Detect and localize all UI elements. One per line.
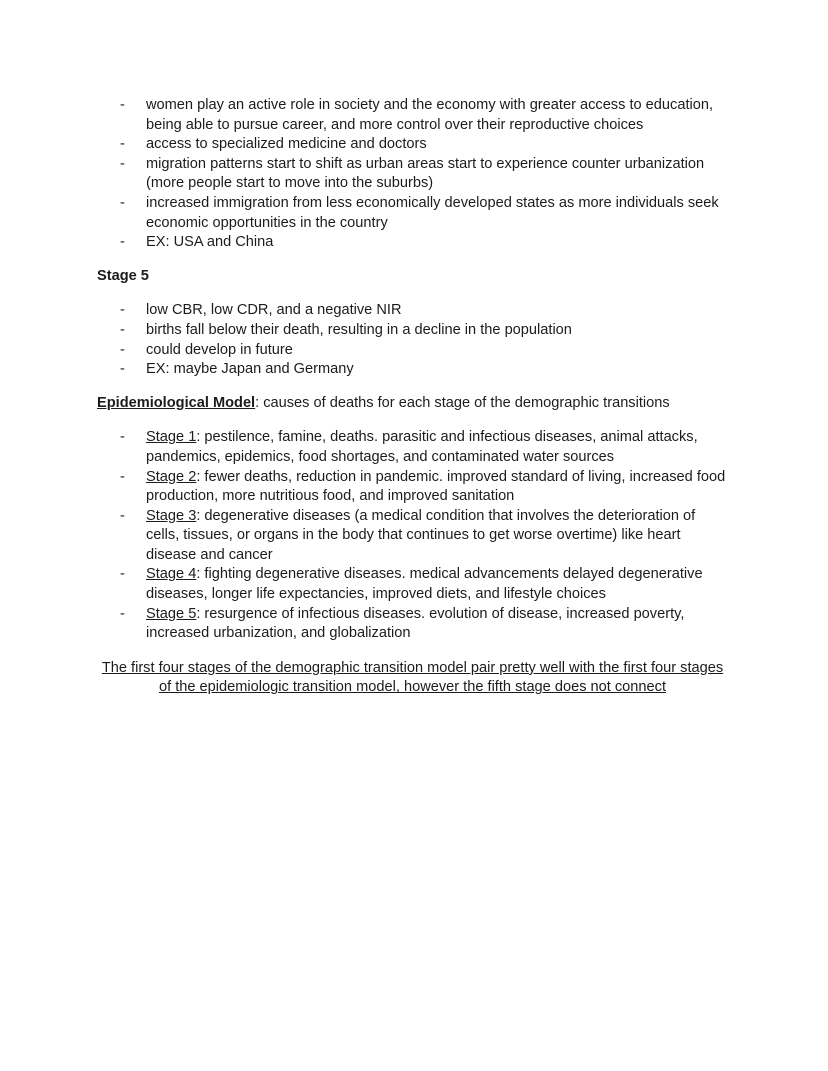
list-item-text: births fall below their death, resulting in a decline in the population	[146, 321, 572, 338]
epidemiological-bullet-list	[97, 428, 728, 644]
list-item-text: access to specialized medicine and doctors	[146, 136, 427, 153]
list-item	[97, 194, 728, 233]
list-item-text: EX: USA and China	[146, 234, 274, 251]
stage-label: Stage 1	[146, 429, 197, 446]
list-item	[97, 321, 728, 341]
list-item-text: could develop in future	[146, 341, 293, 358]
list-item	[97, 301, 728, 321]
list-item-text: increased immigration from less economically developed states as more individuals seek economic opportunities in the country	[146, 194, 719, 231]
stage-label: Stage 3	[146, 507, 197, 524]
stage-label: Stage 2	[146, 468, 197, 485]
conclusion-text: The first four stages of the demographic transition model pair pretty well with the first four stages of the epidemiologic transition model, however the fifth stage does not connect	[101, 659, 724, 696]
epidemiological-model-title: Epidemiological Model	[97, 394, 256, 411]
list-item-text: migration patterns start to shift as urban areas start to experience counter urbanization (more people start to move into the suburbs)	[146, 155, 705, 192]
list-item	[97, 507, 728, 566]
list-item-text: women play an active role in society and the economy with greater access to education, being able to pursue career, and more control over their reproductive choices	[146, 97, 714, 133]
stage-5-bullet-list	[97, 301, 728, 379]
list-item	[97, 428, 728, 467]
stage-5-heading: Stage 5	[97, 267, 149, 284]
list-item-text: EX: maybe Japan and Germany	[146, 361, 354, 378]
list-item	[97, 155, 728, 194]
list-item	[97, 341, 728, 361]
list-item-text: : fighting degenerative diseases. medical advancements delayed degenerative diseases, longer life expectancies, improved diets, and lifestyle choices	[146, 566, 703, 603]
stage-label: Stage 5	[146, 605, 197, 622]
list-item-text: low CBR, low CDR, and a negative NIR	[146, 302, 402, 319]
list-item	[97, 360, 728, 380]
epidemiological-model-heading	[97, 394, 728, 414]
epidemiological-model-title-suffix: : causes of deaths for each stage of the demographic transitions	[255, 394, 670, 411]
list-item-text: : fewer deaths, reduction in pandemic. improved standard of living, increased food production, more nutritious food, and improved sanitation	[146, 468, 726, 505]
list-item	[97, 96, 728, 135]
list-item-text: : degenerative diseases (a medical condition that involves the deterioration of cells, tissues, or organs in the body that continues to get worse overtime) like heart disease and cancer	[146, 507, 696, 563]
list-item	[97, 233, 728, 253]
list-item	[97, 605, 728, 644]
list-item	[97, 135, 728, 155]
list-item-text: : resurgence of infectious diseases. evolution of disease, increased poverty, increased urbanization, and globalization	[146, 605, 685, 642]
stage-label: Stage 4	[146, 566, 197, 583]
list-item	[97, 468, 728, 507]
intro-bullet-list	[97, 96, 728, 253]
list-item	[97, 565, 728, 604]
list-item-text: : pestilence, famine, deaths. parasitic and infectious diseases, animal attacks, pandemics, epidemics, food shortages, and contaminated water sources	[146, 429, 698, 465]
